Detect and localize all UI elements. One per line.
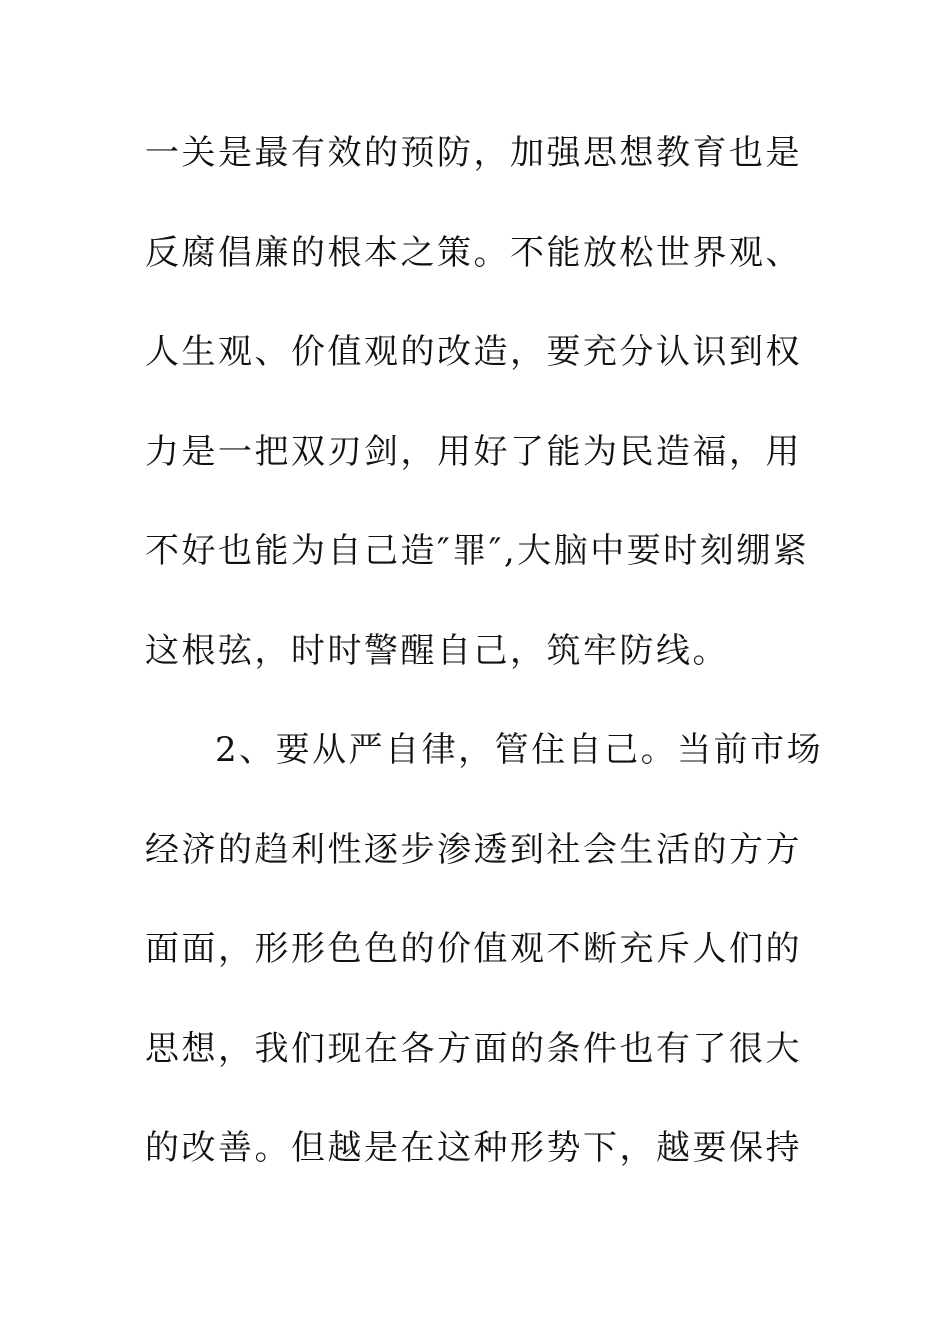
- text-line-7-paragraph-start: 2、要从严自律，管住自己。当前市场: [215, 730, 824, 770]
- text-line-2: 反腐倡廉的根本之策。不能放松世界观、: [145, 232, 802, 273]
- body-text: [145, 118, 825, 1213]
- text-line-6: 这根弦，时时警醒自己，筑牢防线。: [145, 630, 729, 671]
- text-line-5: 不好也能为自己造″罪″,大脑中要时刻绷紧: [145, 531, 810, 571]
- text-line-3: 人生观、价值观的改造，要充分认识到权: [145, 332, 802, 372]
- text-line-1: 一关是最有效的预防，加强思想教育也是: [145, 133, 802, 173]
- text-line-4: 力是一把双刃剑，用好了能为民造福，用: [145, 431, 802, 472]
- text-line-8: 经济的趋利性逐步渗透到社会生活的方方: [145, 829, 802, 870]
- text-line-9: 面面，形形色色的价值观不断充斥人们的: [145, 929, 802, 969]
- text-line-11: 的改善。但越是在这种形势下，越要保持: [145, 1128, 802, 1168]
- text-line-10: 思想，我们现在各方面的条件也有了很大: [145, 1028, 802, 1069]
